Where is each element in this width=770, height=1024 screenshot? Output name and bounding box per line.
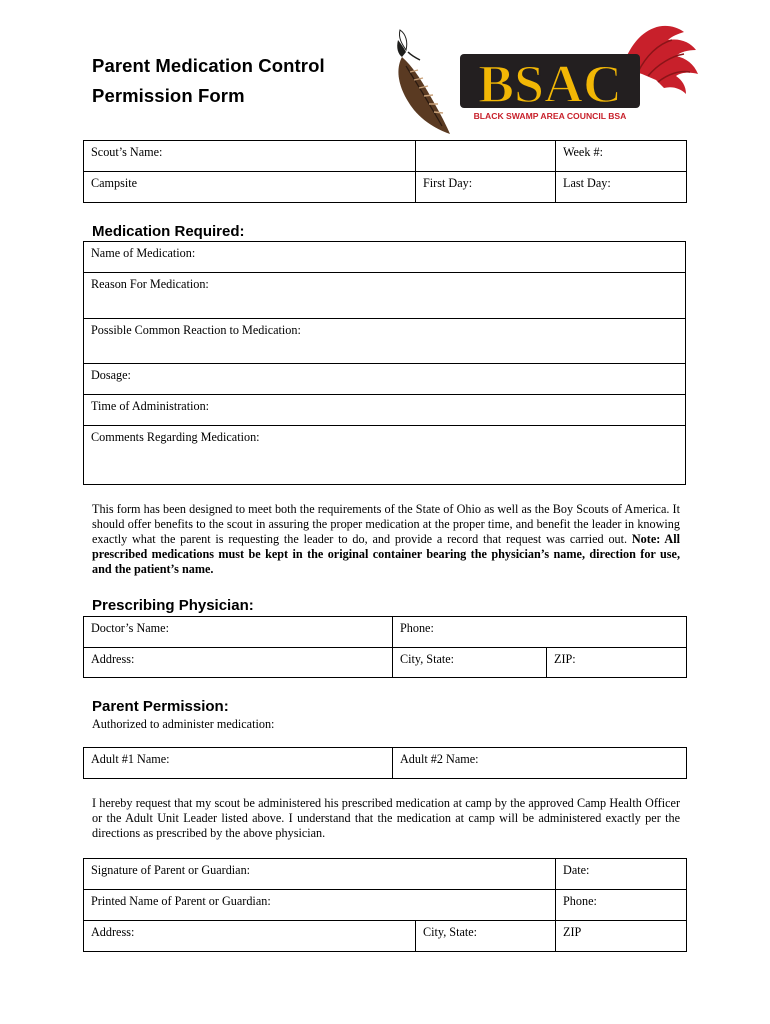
parent-phone-field[interactable]: Phone:	[556, 890, 687, 921]
adult1-name-field[interactable]: Adult #1 Name:	[84, 748, 393, 779]
scout-info-table	[83, 140, 687, 203]
signature-table	[83, 858, 687, 952]
signature-date-field[interactable]: Date:	[556, 859, 687, 890]
logo-subtitle: BLACK SWAMP AREA COUNCIL BSA	[473, 111, 627, 121]
physician-heading: Prescribing Physician:	[92, 597, 254, 614]
adult2-name-field[interactable]: Adult #2 Name:	[393, 748, 687, 779]
printed-name-field[interactable]: Printed Name of Parent or Guardian:	[84, 890, 556, 921]
page-title	[92, 51, 325, 111]
medication-reason-field[interactable]: Reason For Medication:	[84, 273, 686, 319]
title-line-1: Parent Medication Control	[92, 55, 325, 76]
medication-heading: Medication Required:	[92, 223, 245, 240]
request-paragraph: I hereby request that my scout be administered his prescribed medication at camp by the approved Camp Health Officer or the Adult Unit Leader listed above. I understand that the medication at camp will be administered exactly per the directions as prescribed by the above physician.	[92, 796, 680, 840]
medication-dosage-field[interactable]: Dosage:	[84, 364, 686, 395]
scout-name-field[interactable]: Scout’s Name:	[84, 141, 416, 172]
scout-name-extra-cell[interactable]	[416, 141, 556, 172]
authorized-text: Authorized to administer medication:	[92, 717, 275, 731]
permission-heading: Parent Permission:	[92, 698, 229, 715]
notice-text: This form has been designed to meet both the requirements of the State of Ohio as well as the Boy Scouts of America. It should offer benefits to the scout in assuring the proper medication at the proper time, and benefit the leader in knowing exactly what the parent is requesting the leader to do, and provide a record that request was carried out.	[92, 502, 680, 546]
week-field[interactable]: Week #:	[556, 141, 687, 172]
adult-names-table	[83, 747, 687, 779]
signature-field[interactable]: Signature of Parent or Guardian:	[84, 859, 556, 890]
first-day-field[interactable]: First Day:	[416, 172, 556, 203]
physician-table	[83, 616, 687, 678]
parent-zip-field[interactable]: ZIP	[556, 921, 687, 952]
doctor-city-state-field[interactable]: City, State:	[393, 648, 547, 678]
doctor-phone-field[interactable]: Phone:	[393, 617, 687, 648]
feather-icon	[397, 30, 450, 134]
parent-address-field[interactable]: Address:	[84, 921, 416, 952]
doctor-zip-field[interactable]: ZIP:	[547, 648, 687, 678]
doctor-name-field[interactable]: Doctor’s Name:	[84, 617, 393, 648]
last-day-field[interactable]: Last Day:	[556, 172, 687, 203]
medication-comments-field[interactable]: Comments Regarding Medication:	[84, 426, 686, 485]
logo-text: BSAC	[477, 54, 623, 114]
medication-table	[83, 241, 686, 485]
doctor-address-field[interactable]: Address:	[84, 648, 393, 678]
bsac-logo	[392, 22, 702, 140]
notice-bold-note: Note: All prescribed medications must be kept in the original container bearing the physician’s name, direction for use, and the patient’s name.	[92, 532, 680, 576]
notice-paragraph	[92, 502, 680, 577]
title-line-2: Permission Form	[92, 85, 245, 106]
medication-name-field[interactable]: Name of Medication:	[84, 242, 686, 273]
parent-city-state-field[interactable]: City, State:	[416, 921, 556, 952]
medication-reaction-field[interactable]: Possible Common Reaction to Medication:	[84, 319, 686, 364]
campsite-field[interactable]: Campsite	[84, 172, 416, 203]
medication-time-field[interactable]: Time of Administration:	[84, 395, 686, 426]
